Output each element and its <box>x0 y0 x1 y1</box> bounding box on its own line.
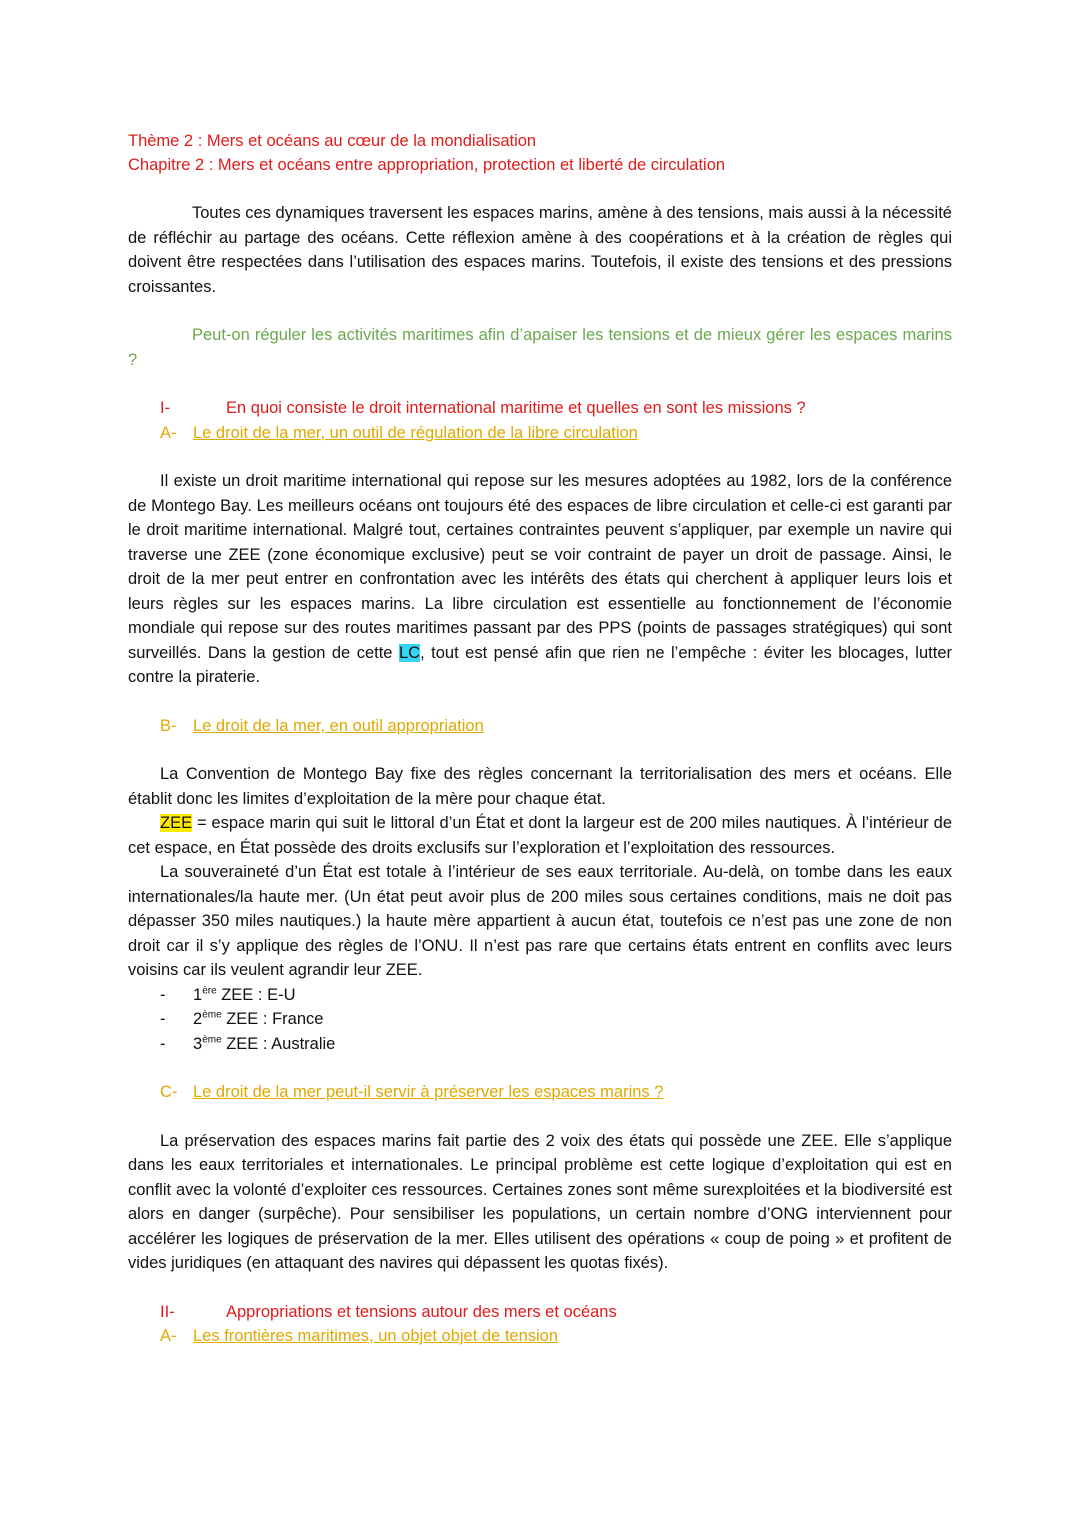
part1-b-heading <box>160 714 952 739</box>
part1-b-letter: B- <box>160 716 177 735</box>
theme-title: Thème 2 : Mers et océans au cœur de la mondialisation <box>128 132 537 150</box>
intro-paragraph: Toutes ces dynamiques traversent les espaces marins, amène à des tensions, mais aussi à la nécessité de réfléchir au partage des océans. Cette réflexion amène à des coopérations et à la création de règles qui doivent être respectées dans l’utilisation des espaces marins. Toutefois, il existe des tensions et des pressions croissantes. <box>128 204 952 296</box>
list-sup: ère <box>202 985 217 996</box>
document-page <box>128 129 952 1349</box>
part1-title: En quoi consiste le droit international maritime et quelles en sont les missions ? <box>226 399 806 417</box>
part1-c-letter: C- <box>160 1083 178 1101</box>
list-rank: 1 <box>193 985 203 1004</box>
list-text: ZEE : Australie <box>221 1034 336 1053</box>
part1-a-paragraph <box>128 469 952 690</box>
lc-highlight: LC <box>398 643 421 662</box>
part1-a-letter: A- <box>160 423 177 442</box>
part1-b-paragraph-2 <box>128 811 952 860</box>
list-dash: - <box>160 1010 166 1028</box>
part1-c-paragraph: La préservation des espaces marins fait partie des 2 voix des états qui possède une ZEE. Elle s’applique dans les eaux territoriales et internationales. Le principal problème est cette logique d’exploitation qui est en conflit avec la volonté d’exploiter ces ressources. Certaines zones sont même surexploitées et la biodiversité est alors en danger (surpêche). Pour sensibiliser les populations, un certain nombre d’ONG interviennent pour accélérer les logiques de préservation de la mer. Elles utilisent des opérations « coup de poing » et profitent de vides juridiques (en attaquant des navires qui dépassent les quotas fixés). <box>128 1131 952 1272</box>
part1-a-heading <box>160 421 952 446</box>
list-dash: - <box>160 1034 166 1053</box>
part1-a-text-before: Il existe un droit maritime international qui repose sur les mesures adoptées au 1982, lors de la conférence de Montego Bay. Les meilleurs océans ont toujours été des espaces de libre circulation et celle-ci est garanti par le droit maritime international. Malgré tout, certaines contraintes peuvent s’appliquer, par exemple un navire qui traverse une ZEE (zone économique exclusive) peut se voir contraint de payer un droit de passage. Ainsi, le droit de la mer peut entrer en confrontation avec les intérêts des états qui cherchent à appliquer leurs lois et leurs règles sur les espaces marins. La libre circulation est essentielle au fonctionnement de l’économie mondiale qui repose sur des routes maritimes passant par des PPS (points de passages stratégiques) qui sont surveillés. Dans la gestion de cette <box>128 472 952 662</box>
zee-definition: = espace marin qui suit le littoral d’un État et dont la largeur est de 200 miles nautiques. À l’intérieur de cet espace, en État possède des droits exclusifs sur l’exploration et l’exploitation des ressources. <box>128 814 952 857</box>
list-item <box>160 1032 952 1057</box>
problematique: Peut-on réguler les activités maritimes afin d’apaiser les tensions et de mieux gérer les espaces marins ? <box>128 326 952 369</box>
part1-c-title: Le droit de la mer peut-il servir à préserver les espaces marins ? <box>193 1083 664 1101</box>
part1-a-text-after: , tout est pensé afin que rien ne l’empêche : éviter les blocages, lutter contre la piraterie. <box>128 643 952 686</box>
chapter-title: Chapitre 2 : Mers et océans entre appropriation, protection et liberté de circulation <box>128 156 726 174</box>
part2-title: Appropriations et tensions autour des mers et océans <box>226 1302 617 1321</box>
part2-a-letter: A- <box>160 1327 177 1345</box>
part1-a-title: Le droit de la mer, un outil de régulation de la libre circulation <box>193 423 638 442</box>
part1-b-title: Le droit de la mer, en outil appropriation <box>193 716 484 735</box>
zee-highlight: ZEE <box>160 814 193 832</box>
part2-heading <box>160 1300 952 1325</box>
list-item <box>160 983 952 1008</box>
part2-a-title: Les frontières maritimes, un objet objet de tension <box>193 1327 559 1345</box>
part2-a-heading <box>160 1324 952 1349</box>
list-text: ZEE : France <box>221 1010 324 1028</box>
list-text: ZEE : E-U <box>216 985 296 1004</box>
list-sup: ème <box>202 1009 222 1021</box>
part1-b-paragraph-3: La souveraineté d’un État est totale à l’intérieur de ses eaux territoriale. Au-delà, on tombe dans les eaux internationales/la haute mer. (Un état peut avoir plus de 200 miles sous certaines conditions, mais ne doit pas dépasser 350 miles nautiques.) la haute mère appartient à aucun état, toutefois ce n’est pas une zone de non droit car il s’y applique des règles de l’ONU. Il n’est pas rare que certains états entrent en conflits avec leurs voisins car ils veulent agrandir leur ZEE. <box>128 863 952 979</box>
part1-c-heading <box>160 1080 952 1105</box>
part1-number: I- <box>160 399 171 417</box>
zee-ranking-list <box>128 983 952 1057</box>
list-rank: 3 <box>193 1034 203 1053</box>
part1-b-paragraph-1: La Convention de Montego Bay fixe des règles concernant la territorialisation des mers et océans. Elle établit donc les limites d’exploitation de la mère pour chaque état. <box>128 765 952 808</box>
part2-number: II- <box>160 1302 175 1321</box>
list-dash: - <box>160 985 166 1004</box>
list-sup: ème <box>202 1034 222 1045</box>
part1-heading <box>160 396 952 421</box>
list-item <box>160 1007 952 1032</box>
list-rank: 2 <box>193 1010 203 1028</box>
